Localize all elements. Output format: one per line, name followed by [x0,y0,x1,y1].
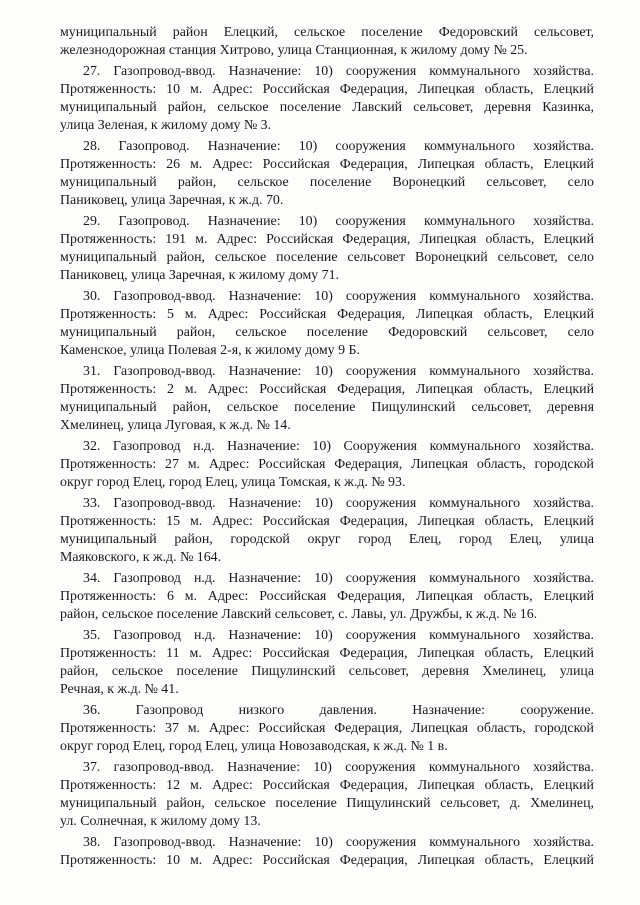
text-line: 37. газопровод-ввод. Назначение: 10) сооружения коммунального хозяйства. [83,760,594,775]
text-line: улица Зеленая, к жилому дому № 3. [60,118,272,133]
text-line: 29. Газопровод. Назначение: 10) сооружения коммунального хозяйства. [83,214,594,229]
text-line: 35. Газопровод н.д. Назначение: 10) сооружения коммунального хозяйства. [83,628,594,643]
text-line: Речная, к ж.д. № 41. [60,682,179,697]
text-line: Протяженность: 6 м. Адрес: Российская Федерация, Липецкая область, Елецкий [60,589,594,604]
text-line: округ город Елец, город Елец, улица Томская, к ж.д. № 93. [60,475,406,490]
list-item [60,438,594,492]
text-line: Хмелинец, улица Луговая, к ж.д. № 14. [60,418,291,433]
text-line: муниципальный район, сельское поселение Воронецкий сельсовет, село [60,175,594,190]
text-line: Протяженность: 191 м. Адрес: Российская Федерация, Липецкая область, Елецкий [60,232,594,247]
text-line: Каменское, улица Полевая 2-я, к жилому дому 9 Б. [60,343,360,358]
items-list [60,63,594,870]
text-line: Паниковец, улица Заречная, к ж.д. 70. [60,193,284,208]
text-line: Протяженность: 37 м. Адрес: Российская Федерация, Липецкая область, городской [60,721,594,736]
list-item [60,627,594,699]
list-item [60,702,594,756]
text-line: 27. Газопровод-ввод. Назначение: 10) сооружения коммунального хозяйства. [83,64,594,79]
text-line: Протяженность: 10 м. Адрес: Российская Федерация, Липецкая область, Елецкий [60,82,594,97]
list-item [60,213,594,285]
text-line: 30. Газопровод-ввод. Назначение: 10) сооружения коммунального хозяйства. [83,289,594,304]
intro-paragraph [60,24,594,60]
text-line: муниципальный район, сельское поселение Пищулинский сельсовет, деревня [60,400,594,415]
text-line: округ город Елец, город Елец, улица Новозаводская, к ж.д. № 1 в. [60,739,448,754]
text-line: Протяженность: 5 м. Адрес: Российская Федерация, Липецкая область, Елецкий [60,307,594,322]
list-item [60,495,594,567]
text-line: муниципальный район, сельское поселение сельсовет Воронецкий сельсовет, село [60,250,594,265]
list-item [60,759,594,831]
text-line: Маяковского, к ж.д. № 164. [60,550,222,565]
text-line: 28. Газопровод. Назначение: 10) сооружения коммунального хозяйства. [83,139,594,154]
text-line: муниципальный район, сельское поселение Федоровский сельсовет, село [60,325,594,340]
text-line: Протяженность: 26 м. Адрес: Российская Федерация, Липецкая область, Елецкий [60,157,594,172]
text-line: 31. Газопровод-ввод. Назначение: 10) сооружения коммунального хозяйства. [83,364,594,379]
text-line: 32. Газопровод н.д. Назначение: 10) Сооружения коммунального хозяйства. [83,439,594,454]
text-line: ул. Солнечная, к жилому дому 13. [60,814,261,829]
list-item [60,138,594,210]
list-item [60,288,594,360]
text-line: муниципальный район, сельское поселение Пищулинский сельсовет, д. Хмелинец, [60,796,594,811]
text-line: 38. Газопровод-ввод. Назначение: 10) сооружения коммунального хозяйства. [83,835,594,850]
text-line: Паниковец, улица Заречная, к жилому дому 71. [60,268,340,283]
text-line: 34. Газопровод н.д. Назначение: 10) сооружения коммунального хозяйства. [83,571,594,586]
text-line: Протяженность: 15 м. Адрес: Российская Федерация, Липецкая область, Елецкий [60,514,594,529]
text-line: Протяженность: 27 м. Адрес: Российская Федерация, Липецкая область, городской [60,457,594,472]
list-item [60,363,594,435]
text-line: Протяженность: 2 м. Адрес: Российская Федерация, Липецкая область, Елецкий [60,382,594,397]
text-line: Протяженность: 10 м. Адрес: Российская Федерация, Липецкая область, Елецкий [60,853,594,868]
text-line: 33. Газопровод-ввод. Назначение: 10) сооружения коммунального хозяйства. [83,496,594,511]
list-item [60,834,594,870]
list-item [60,63,594,135]
text-line: 36. Газопровод низкого давления. Назначение: сооружение. [83,703,594,718]
text-line: Протяженность: 11 м. Адрес: Российская Федерация, Липецкая область, Елецкий [60,646,594,661]
text-line: муниципальный район, сельское поселение Лавский сельсовет, деревня Казинка, [60,100,594,115]
list-item [60,570,594,624]
text-line: Протяженность: 12 м. Адрес: Российская Федерация, Липецкая область, Елецкий [60,778,594,793]
text-line: муниципальный район, городской округ город Елец, город Елец, улица [60,532,594,547]
text-line: муниципальный район Елецкий, сельское поселение Федоровский сельсовет, [60,25,594,40]
text-line: район, сельское поселение Лавский сельсовет, с. Лавы, ул. Дружбы, к ж.д. № 16. [60,607,538,622]
text-line: район, сельское поселение Пищулинский сельсовет, деревня Хмелинец, улица [60,664,594,679]
text-line: железнодорожная станция Хитрово, улица Станционная, к жилому дому № 25. [60,43,528,58]
